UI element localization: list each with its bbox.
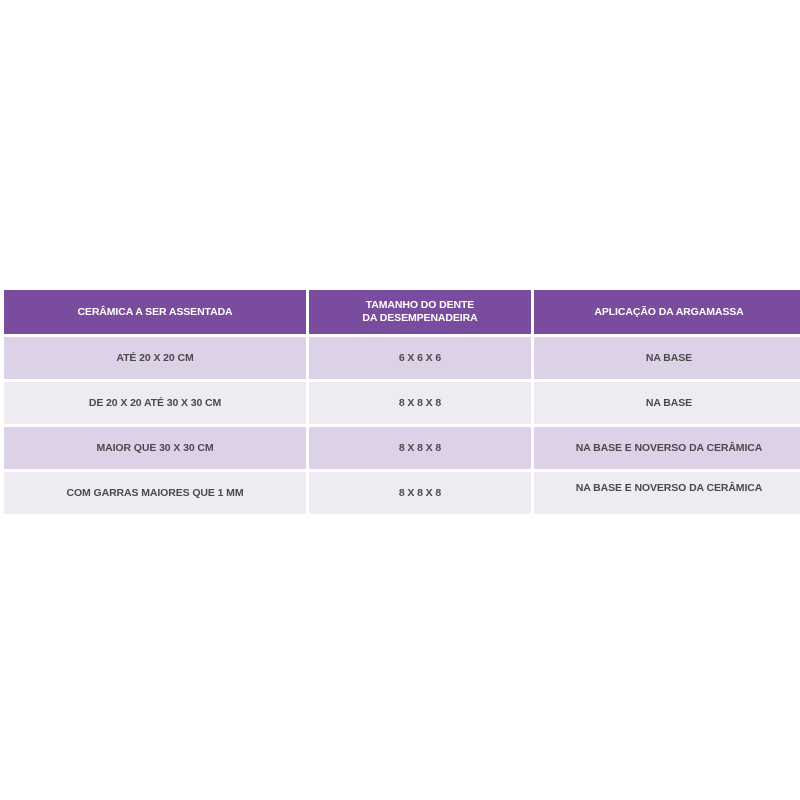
table-cell — [4, 382, 306, 424]
table-cell — [534, 337, 800, 379]
cell-aplicacao: NA BASE — [645, 351, 693, 364]
cell-ceramica: ATÉ 20 X 20 CM — [116, 351, 194, 364]
table-cell — [4, 427, 306, 469]
cell-tamanho: 8 X 8 X 8 — [398, 486, 442, 499]
cell-ceramica: DE 20 X 20 ATÉ 30 X 30 CM — [88, 396, 222, 409]
table-cell — [309, 382, 531, 424]
cell-aplicacao: NA BASE — [645, 396, 693, 409]
cell-aplicacao: NA BASE E NOVERSO DA CERÂMICA — [575, 482, 763, 494]
cell-ceramica: COM GARRAS MAIORES QUE 1 MM — [66, 486, 244, 499]
table-cell — [309, 337, 531, 379]
table-cell — [4, 337, 306, 379]
table-cell — [534, 472, 800, 514]
cell-tamanho: 6 X 6 X 6 — [398, 351, 442, 364]
data-table — [4, 290, 800, 514]
cell-ceramica: MAIOR QUE 30 X 30 CM — [96, 441, 214, 454]
header-label-ceramica: CERÂMICA A SER ASSENTADA — [77, 305, 233, 318]
header-cell-tamanho-dente — [309, 290, 531, 334]
table-cell — [4, 472, 306, 514]
cell-tamanho: 8 X 8 X 8 — [398, 441, 442, 454]
header-label-aplicacao: APLICAÇÃO DA ARGAMASSA — [594, 305, 744, 318]
cell-tamanho: 8 X 8 X 8 — [398, 396, 442, 409]
table-cell — [534, 382, 800, 424]
table-cell — [309, 472, 531, 514]
table-cell — [309, 427, 531, 469]
table-cell — [534, 427, 800, 469]
cell-aplicacao: NA BASE E NOVERSO DA CERÂMICA — [575, 441, 763, 454]
header-cell-ceramica — [4, 290, 306, 334]
header-label-tamanho-dente: TAMANHO DO DENTE DA DESEMPENADEIRA — [362, 299, 478, 324]
header-cell-aplicacao — [534, 290, 800, 334]
